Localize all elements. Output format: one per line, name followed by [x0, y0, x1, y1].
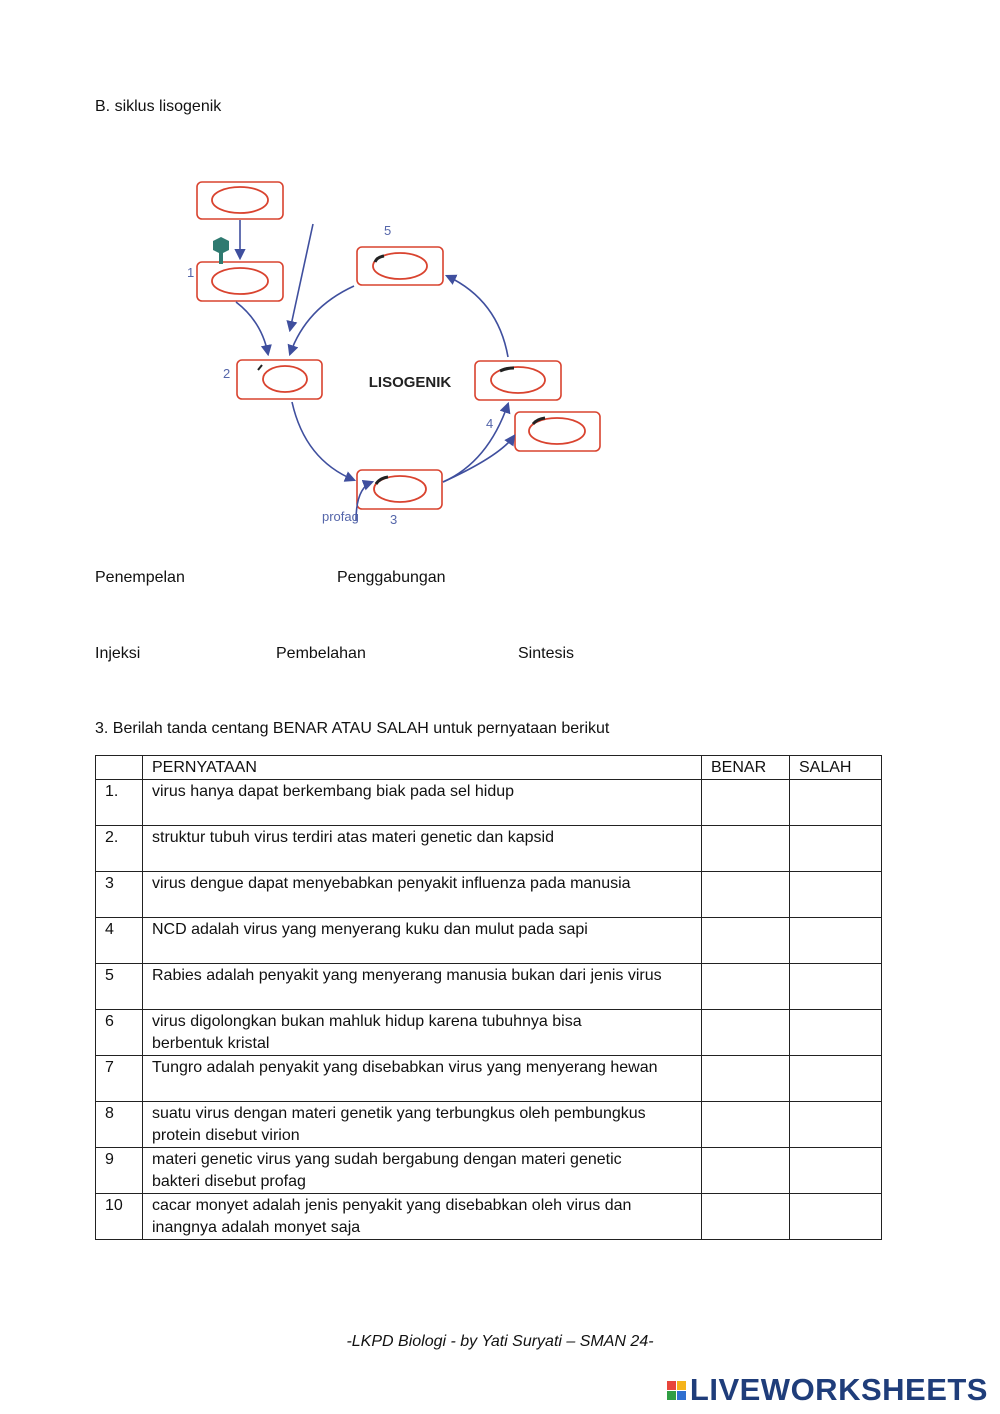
row-statement	[143, 826, 702, 872]
row-statement	[143, 1056, 702, 1102]
benar-cell[interactable]	[702, 1194, 790, 1240]
cell-step-5	[357, 247, 443, 285]
row-statement	[143, 964, 702, 1010]
benar-cell[interactable]	[702, 826, 790, 872]
statement-line: inangnya adalah monyet saja	[152, 1219, 361, 1236]
row-statement	[143, 918, 702, 964]
liveworksheets-logo-icon	[667, 1381, 686, 1400]
step-label-5: 5	[384, 223, 392, 238]
benar-cell[interactable]	[702, 1056, 790, 1102]
statement-line: virus dengue dapat menyebabkan penyakit influenza pada manusia	[152, 875, 631, 892]
statement-line: berbentuk kristal	[152, 1035, 270, 1052]
header-no	[96, 756, 143, 780]
phage-icon	[213, 237, 229, 264]
row-statement	[143, 1194, 702, 1240]
logo-square-icon	[667, 1391, 676, 1400]
salah-cell[interactable]	[790, 826, 882, 872]
instruction-text: 3. Berilah tanda centang BENAR ATAU SALAH untuk pernyataan berikut	[95, 720, 610, 737]
row-number: 5	[96, 964, 143, 1010]
lysogenic-cycle-diagram	[170, 170, 620, 535]
benar-cell[interactable]	[702, 964, 790, 1010]
statement-line: bakteri disebut profag	[152, 1173, 306, 1190]
row-statement	[143, 872, 702, 918]
step-label-3: 3	[390, 512, 398, 527]
statement-line: Rabies adalah penyakit yang menyerang manusia bukan dari jenis virus	[152, 967, 662, 984]
table-row	[96, 780, 882, 826]
logo-square-icon	[667, 1381, 676, 1390]
salah-cell[interactable]	[790, 1056, 882, 1102]
benar-cell[interactable]	[702, 1010, 790, 1056]
statement-line: NCD adalah virus yang menyerang kuku dan mulut pada sapi	[152, 921, 588, 938]
salah-cell[interactable]	[790, 964, 882, 1010]
table-row	[96, 872, 882, 918]
step-label-4: 4	[486, 416, 494, 431]
statement-line: virus hanya dapat berkembang biak pada sel hidup	[152, 783, 515, 800]
table-row	[96, 1010, 882, 1056]
word-penempelan: Penempelan	[95, 569, 185, 586]
salah-cell[interactable]	[790, 1194, 882, 1240]
benar-cell[interactable]	[702, 1102, 790, 1148]
row-number: 2.	[96, 826, 143, 872]
word-penggabungan: Penggabungan	[337, 569, 446, 586]
row-statement	[143, 780, 702, 826]
table-row	[96, 1102, 882, 1148]
cell-step-4b	[515, 412, 600, 451]
statement-line: materi genetic virus yang sudah bergabung dengan materi genetic	[152, 1151, 622, 1168]
row-number: 10	[96, 1194, 143, 1240]
benar-cell[interactable]	[702, 872, 790, 918]
salah-cell[interactable]	[790, 872, 882, 918]
cell-top-free	[197, 182, 283, 219]
step-label-1: 1	[187, 265, 195, 280]
logo-square-icon	[677, 1391, 686, 1400]
statement-line: virus digolongkan bukan mahluk hidup karena tubuhnya bisa	[152, 1013, 582, 1030]
benar-cell[interactable]	[702, 1148, 790, 1194]
row-number: 9	[96, 1148, 143, 1194]
word-pembelahan: Pembelahan	[276, 645, 366, 662]
statement-line: suatu virus dengan materi genetik yang terbungkus oleh pembungkus	[152, 1105, 646, 1122]
cell-step-1	[197, 262, 283, 301]
word-injeksi: Injeksi	[95, 645, 141, 662]
row-statement	[143, 1148, 702, 1194]
salah-cell[interactable]	[790, 1010, 882, 1056]
salah-cell[interactable]	[790, 780, 882, 826]
logo-square-icon	[677, 1381, 686, 1390]
benar-cell[interactable]	[702, 918, 790, 964]
table-row	[96, 826, 882, 872]
section-title: B. siklus lisogenik	[95, 98, 222, 115]
header-statement: PERNYATAAN	[143, 756, 702, 780]
benar-cell[interactable]	[702, 780, 790, 826]
row-number: 4	[96, 918, 143, 964]
statement-table	[95, 755, 882, 1240]
statement-line: struktur tubuh virus terdiri atas materi genetic dan kapsid	[152, 829, 554, 846]
row-statement	[143, 1010, 702, 1056]
brand-name: LIVEWORKSHEETS	[689, 1372, 988, 1407]
statement-line: Tungro adalah penyakit yang disebabkan virus yang menyerang hewan	[152, 1059, 658, 1076]
cycle-arrows	[236, 220, 514, 521]
header-benar: BENAR	[702, 756, 790, 780]
cell-step-4a	[475, 361, 561, 400]
row-number: 3	[96, 872, 143, 918]
statement-line: protein disebut virion	[152, 1127, 300, 1144]
salah-cell[interactable]	[790, 918, 882, 964]
word-sintesis: Sintesis	[518, 645, 575, 662]
footer-credit: -LKPD Biologi - by Yati Suryati – SMAN 24-	[346, 1333, 654, 1350]
liveworksheets-brand[interactable]	[667, 1373, 988, 1407]
salah-cell[interactable]	[790, 1102, 882, 1148]
table-row	[96, 1194, 882, 1240]
step-label-2: 2	[223, 366, 231, 381]
diagram-center-label: LISOGENIK	[368, 374, 452, 391]
table-row	[96, 964, 882, 1010]
table-row	[96, 1148, 882, 1194]
row-statement	[143, 1102, 702, 1148]
row-number: 6	[96, 1010, 143, 1056]
table-row	[96, 1056, 882, 1102]
salah-cell[interactable]	[790, 1148, 882, 1194]
cell-step-2	[237, 360, 322, 399]
row-number: 7	[96, 1056, 143, 1102]
cell-step-3	[357, 470, 442, 509]
row-number: 1.	[96, 780, 143, 826]
statement-line: cacar monyet adalah jenis penyakit yang disebabkan oleh virus dan	[152, 1197, 632, 1214]
table-header-row	[96, 756, 882, 780]
table-row	[96, 918, 882, 964]
row-number: 8	[96, 1102, 143, 1148]
header-salah: SALAH	[790, 756, 882, 780]
profag-label: profag	[322, 509, 359, 524]
